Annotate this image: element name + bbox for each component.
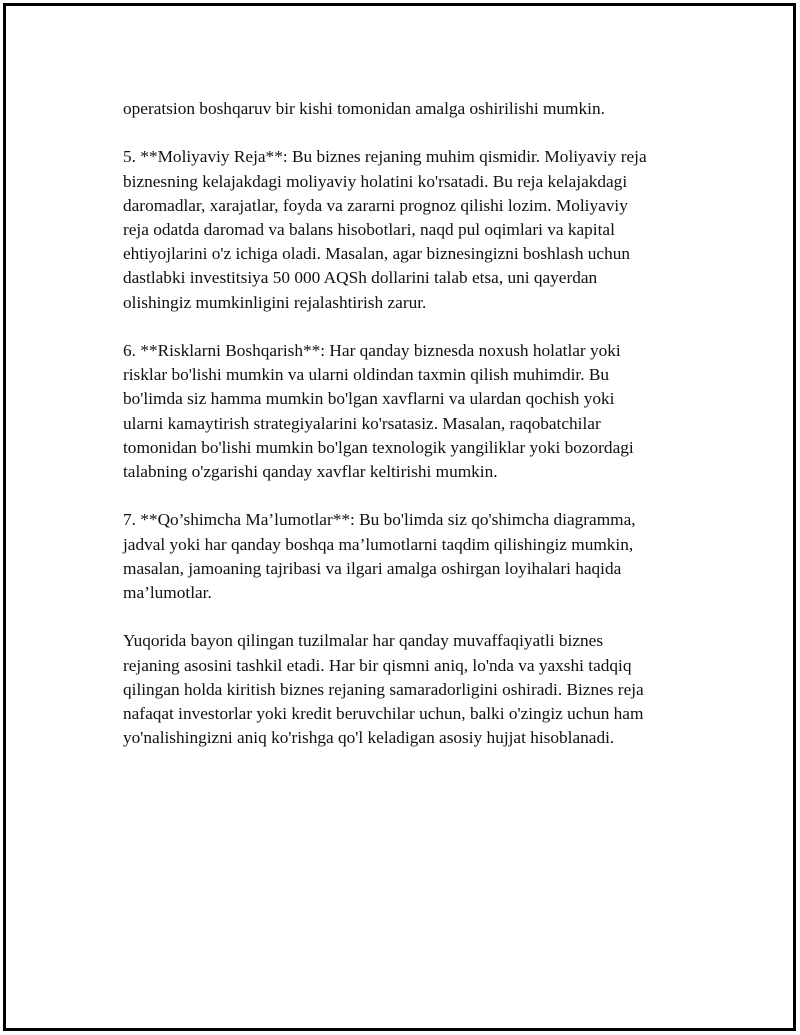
paragraph-gap: [123, 121, 698, 145]
text-line: bo'limda siz hamma mumkin bo'lgan xavflarni va ulardan qochish yoki: [123, 389, 615, 409]
paragraph-gap: [123, 605, 698, 629]
text-line: daromadlar, xarajatlar, foyda va zararni prognoz qilishi lozim. Moliyaviy: [123, 195, 628, 215]
text-line: dastlabki investitsiya 50 000 AQSh dollarini talab etsa, uni qayerdan: [123, 268, 598, 288]
text-line: masalan, jamoaning tajribasi va ilgari amalga oshirgan loyihalari haqida: [123, 558, 622, 578]
text-line: nafaqat investorlar yoki kredit beruvchilar uchun, balki o'zingiz uchun ham: [123, 704, 644, 724]
page-border: [3, 3, 796, 1031]
paragraph-gap: [123, 315, 698, 339]
paragraph-summary: [123, 629, 698, 750]
text-line: jadval yoki har qanday boshqa ma’lumotlarni taqdim qilishingiz mumkin,: [123, 534, 634, 554]
text-line: ma’lumotlar.: [123, 583, 212, 603]
text-line: talabning o'zgarishi qanday xavflar keltirishi mumkin.: [123, 462, 498, 482]
text-line: risklar bo'lishi mumkin va ularni oldindan taxmin qilish muhimdir. Bu: [123, 365, 610, 385]
paragraph-continuation: [123, 97, 698, 121]
paragraph-moliyaviy-reja: [123, 145, 698, 314]
text-line: reja odatda daromad va balans hisobotlari, naqd pul oqimlari va kapital: [123, 220, 615, 239]
text-line: Yuqorida bayon qilingan tuzilmalar har qanday muvaffaqiyatli biznes: [123, 631, 604, 651]
paragraph-risklarni-boshqarish: [123, 339, 698, 484]
text-line: 6. **Risklarni Boshqarish**: Har qanday biznesda noxush holatlar yoki: [123, 341, 621, 360]
text-line: qilingan holda kiritish biznes rejaning samaradorligini oshiradi. Biznes reja: [123, 679, 644, 699]
text-line: ehtiyojlarini o'z ichiga oladi. Masalan, agar biznesingizni boshlash uchun: [123, 244, 631, 264]
paragraph-qoshimcha-malumotlar: [123, 508, 698, 605]
text-line: biznesning kelajakdagi moliyaviy holatini ko'rsatadi. Bu reja kelajakdagi: [123, 171, 628, 191]
text-line: tomonidan bo'lishi mumkin bo'lgan texnologik yangiliklar yoki bozordagi: [123, 437, 634, 457]
text-line: olishingiz mumkinligini rejalashtirish zarur.: [123, 292, 427, 312]
text-line: ularni kamaytirish strategiyalarini ko'rsatasiz. Masalan, raqobatchilar: [123, 413, 601, 433]
document-body: [123, 97, 698, 750]
text-line: rejaning asosini tashkil etadi. Har bir qismni aniq, lo'nda va yaxshi tadqiq: [123, 655, 632, 675]
text-line: 7. **Qo’shimcha Ma’lumotlar**: Bu bo'limda siz qo'shimcha diagramma,: [123, 510, 636, 530]
text-line: yo'nalishingizni aniq ko'rishga qo'l keladigan asosiy hujjat hisoblanadi.: [123, 728, 615, 748]
text-line: operatsion boshqaruv bir kishi tomonidan amalga oshirilishi mumkin.: [123, 99, 605, 118]
paragraph-gap: [123, 484, 698, 508]
text-line: 5. **Moliyaviy Reja**: Bu biznes rejaning muhim qismidir. Moliyaviy reja: [123, 147, 647, 167]
